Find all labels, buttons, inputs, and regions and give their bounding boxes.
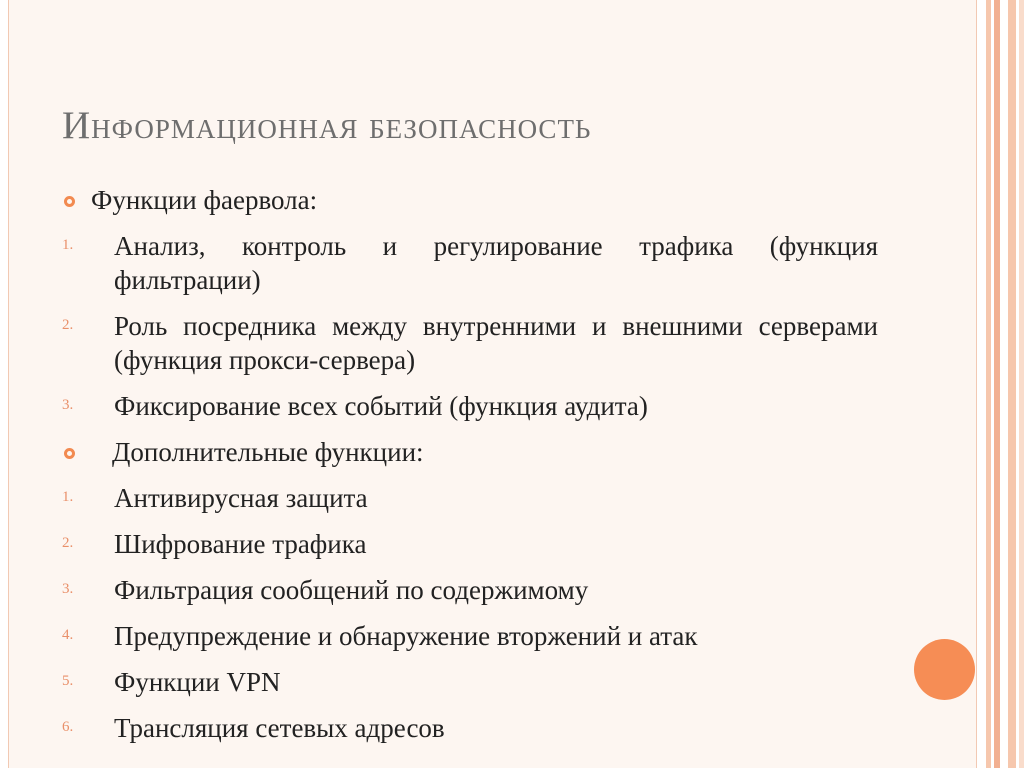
- list-item-text: Фиксирование всех событий (функция аудита): [114, 391, 648, 421]
- list-item: [62, 435, 878, 469]
- list-item-text: Трансляция сетевых адресов: [114, 713, 445, 743]
- list-item-text: Функции VPN: [114, 667, 281, 697]
- list-item: [62, 183, 878, 217]
- list-item-text: Фильтрация сообщений по содержимому: [114, 575, 589, 605]
- list-item: [62, 711, 878, 745]
- list-item: [62, 619, 878, 653]
- list-number: 2.: [62, 535, 74, 551]
- decorative-stripe: [1019, 0, 1024, 768]
- list-item-text: Анализ, контроль и регулирование трафика (функция фильтрации): [114, 231, 878, 295]
- slide-title: Информационная безопасность: [62, 104, 592, 147]
- list-item-text: Шифрование трафика: [114, 529, 367, 559]
- decorative-stripe: [994, 0, 1000, 768]
- list-item-text: Роль посредника между внутренними и внешними серверами (функция прокси-сервера): [114, 311, 878, 375]
- list-number: 6.: [62, 719, 74, 735]
- list-item: [62, 573, 878, 607]
- list-item: [62, 309, 878, 377]
- slide-content: [62, 183, 878, 757]
- list-number: 4.: [62, 627, 74, 643]
- list-number: 2.: [62, 317, 74, 333]
- list-number: 3.: [62, 581, 74, 597]
- list-item: [62, 229, 878, 297]
- list-item-text: Предупреждение и обнаружение вторжений и атак: [114, 621, 698, 651]
- list-item: [62, 481, 878, 515]
- list-item: [62, 527, 878, 561]
- bullet-icon: [64, 448, 75, 459]
- list-item-text: Дополнительные функции:: [112, 437, 424, 467]
- bullet-icon: [64, 196, 75, 207]
- decorative-stripe: [986, 0, 991, 768]
- list-item: [62, 389, 878, 423]
- list-number: 1.: [62, 489, 74, 505]
- list-number: 5.: [62, 673, 74, 689]
- decorative-stripe: [1008, 0, 1016, 768]
- list-item-text: Функции фаервола:: [91, 185, 318, 215]
- list-number: 3.: [62, 397, 74, 413]
- list-number: 1.: [62, 237, 74, 253]
- list-item: [62, 665, 878, 699]
- list-item-text: Антивирусная защита: [114, 483, 368, 513]
- decorative-circle: [914, 639, 975, 700]
